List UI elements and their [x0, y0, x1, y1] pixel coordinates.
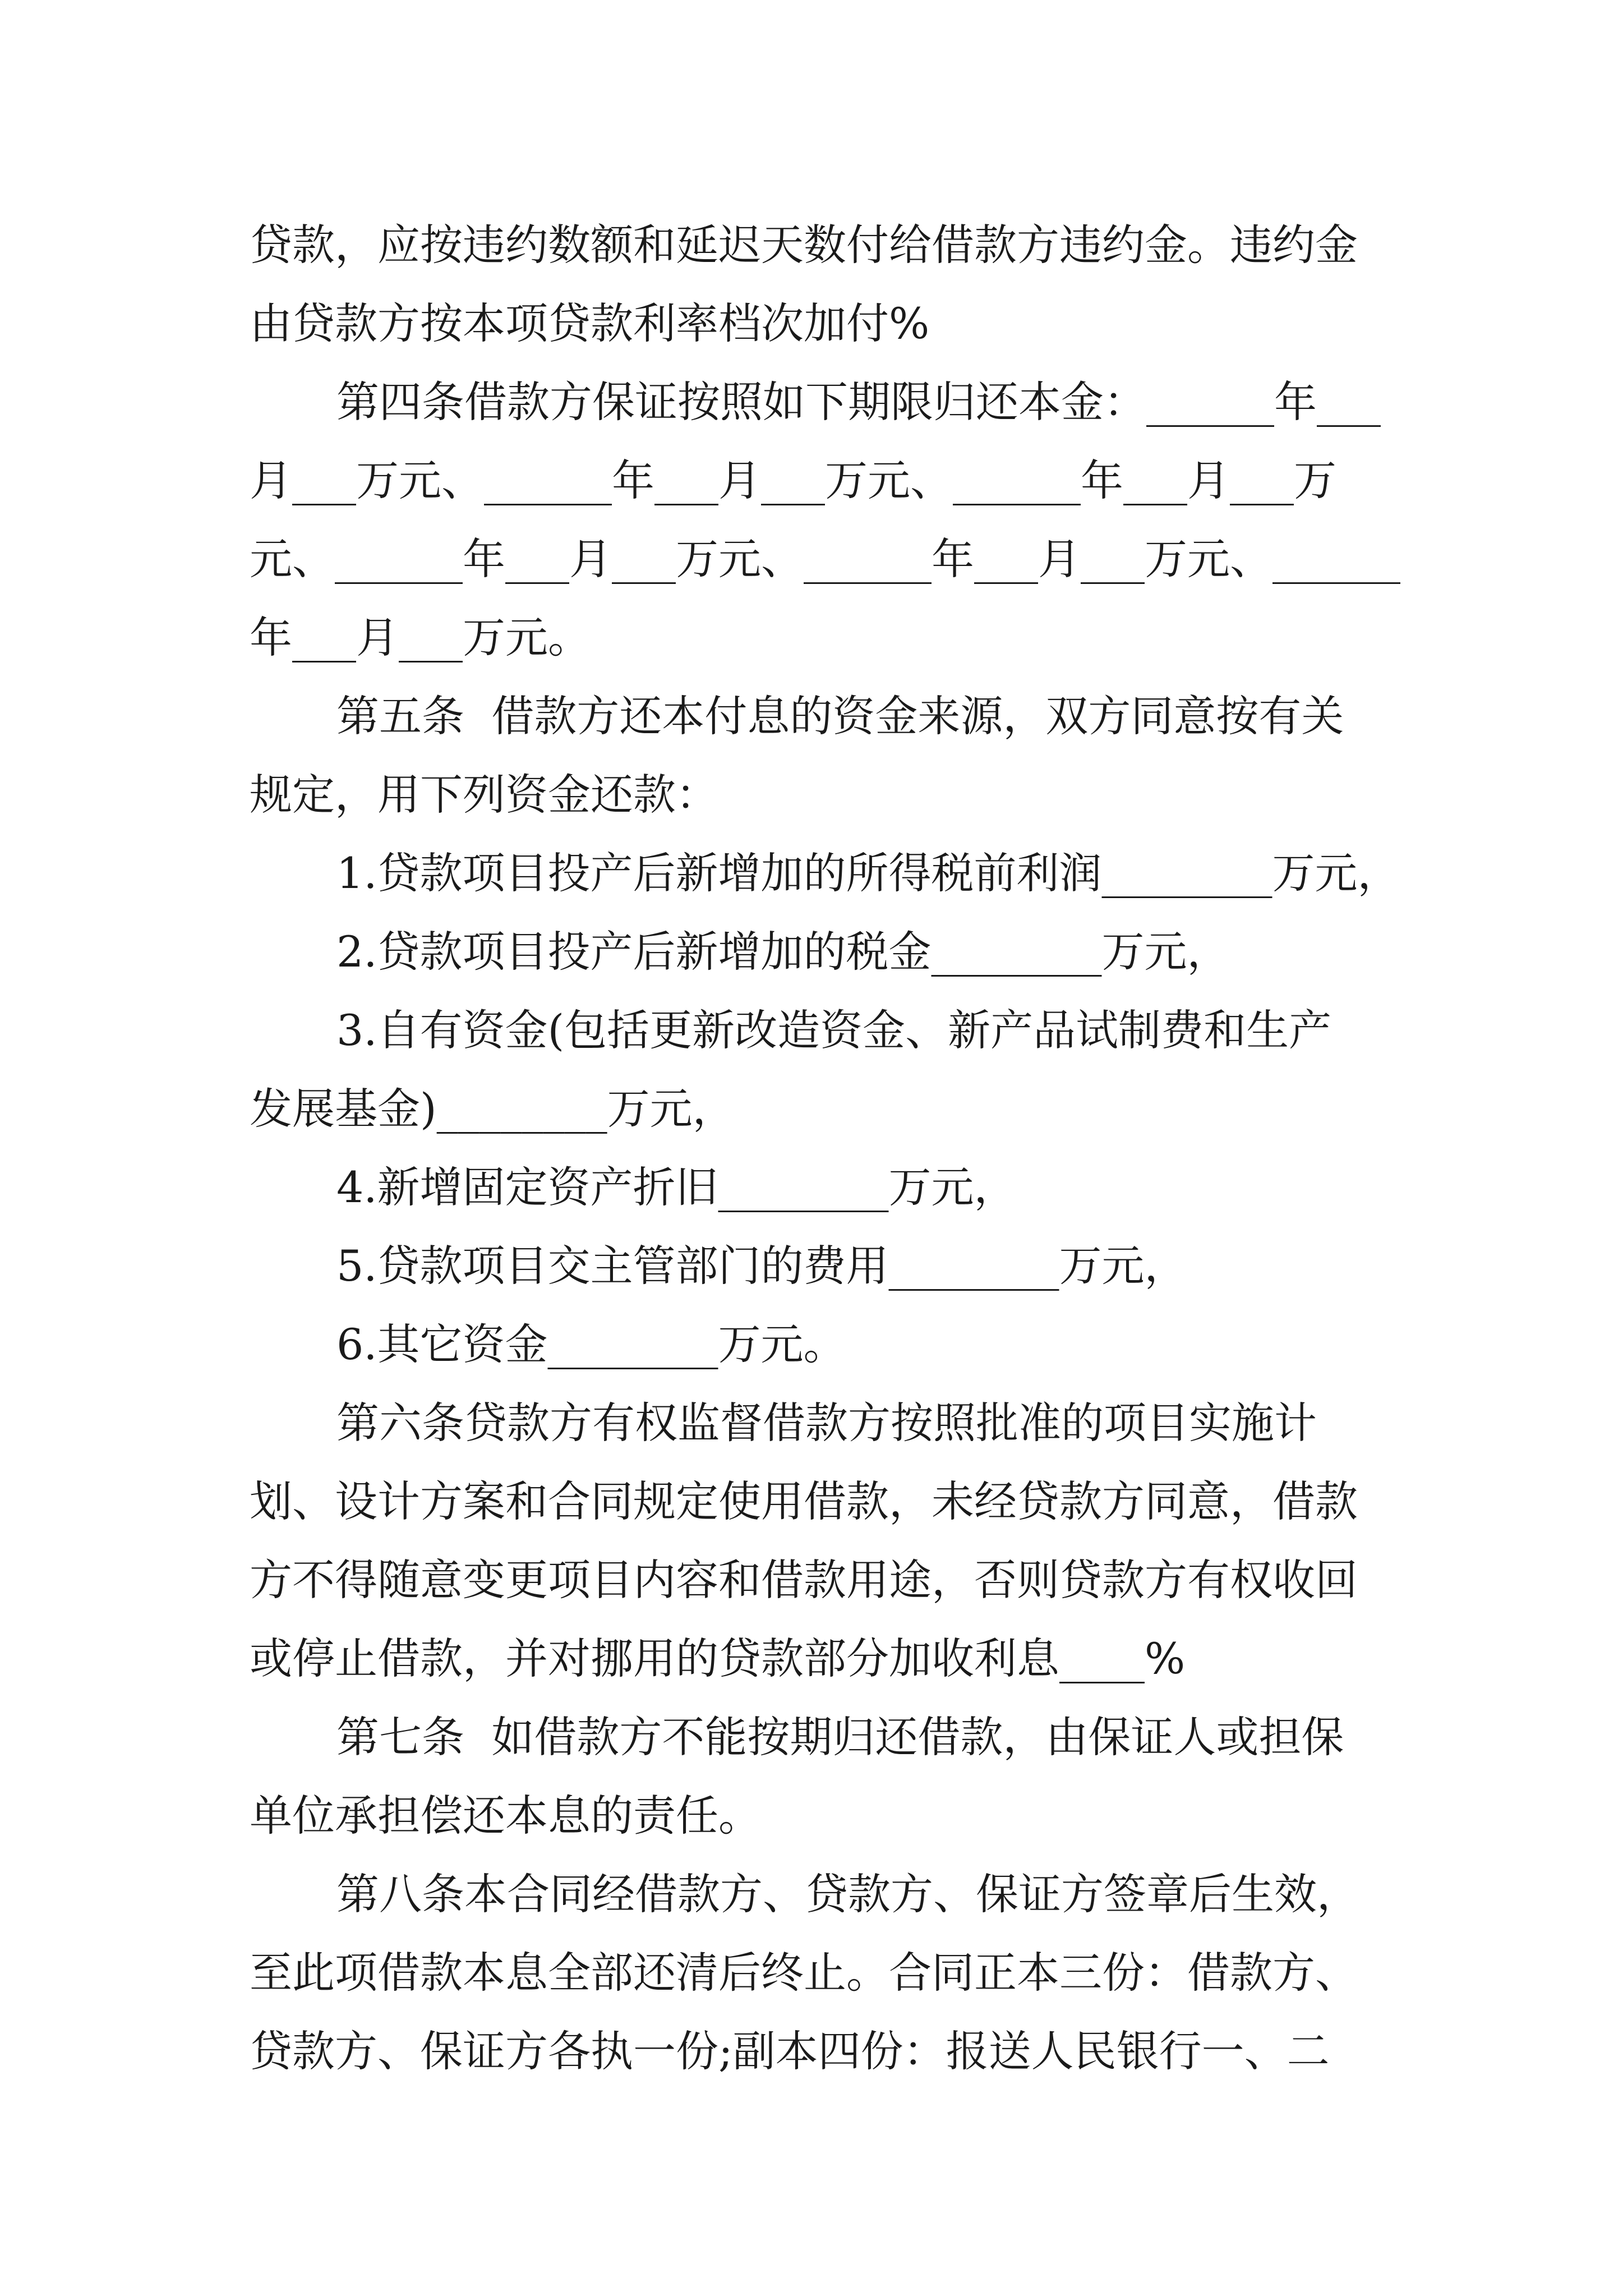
text-line: 第四条借款方保证按照如下期限归还本金：______年___ — [336, 377, 1381, 427]
text-line: 年___月___万元。 — [250, 613, 591, 662]
text-line: 至此项借款本息全部还清后终止。合同正本三份：借款方、 — [250, 1948, 1358, 1998]
text-line: 元、______年___月___万元、______年___月___万元、______ — [250, 534, 1400, 584]
text-line: 发展基金)________万元， — [250, 1084, 735, 1134]
text-line: 第八条本合同经借款方、贷款方、保证方签章后生效， — [336, 1869, 1359, 1919]
text-line: 4.新增固定资产折旧________万元， — [336, 1162, 1017, 1212]
text-line: 单位承担偿还本息的责任。 — [250, 1791, 761, 1841]
text-line: 由贷款方按本项贷款利率档次加付% — [250, 298, 930, 348]
text-line: 5.贷款项目交主管部门的费用________万元， — [336, 1241, 1187, 1291]
text-line: 2.贷款项目投产后新增加的税金________万元， — [336, 927, 1230, 977]
text-line: 划、设计方案和合同规定使用借款，未经贷款方同意，借款 — [250, 1476, 1358, 1526]
text-line: 第七条 如借款方不能按期归还借款，由保证人或担保 — [336, 1712, 1344, 1762]
text-line: 贷款，应按违约数额和延迟天数付给借款方违约金。违约金 — [250, 220, 1358, 270]
text-line: 3.自有资金(包括更新改造资金、新产品试制费和生产 — [336, 1005, 1332, 1055]
text-line: 1.贷款项目投产后新增加的所得税前利润________万元， — [336, 848, 1400, 898]
text-line: 规定，用下列资金还款： — [250, 770, 718, 820]
text-line: 方不得随意变更项目内容和借款用途，否则贷款方有权收回 — [250, 1555, 1358, 1605]
text-line: 或停止借款，并对挪用的贷款部分加收利息____% — [250, 1634, 1186, 1683]
text-line: 第六条贷款方有权监督借款方按照批准的项目实施计 — [336, 1398, 1317, 1448]
text-line: 第五条 借款方还本付息的资金来源，双方同意按有关 — [336, 691, 1344, 741]
text-line: 月___万元、______年___月___万元、______年___月___万 — [250, 455, 1336, 505]
text-line: 6.其它资金________万元。 — [336, 1319, 846, 1369]
text-line: 贷款方、保证方各执一份;副本四份：报送人民银行一、二 — [250, 2026, 1330, 2076]
